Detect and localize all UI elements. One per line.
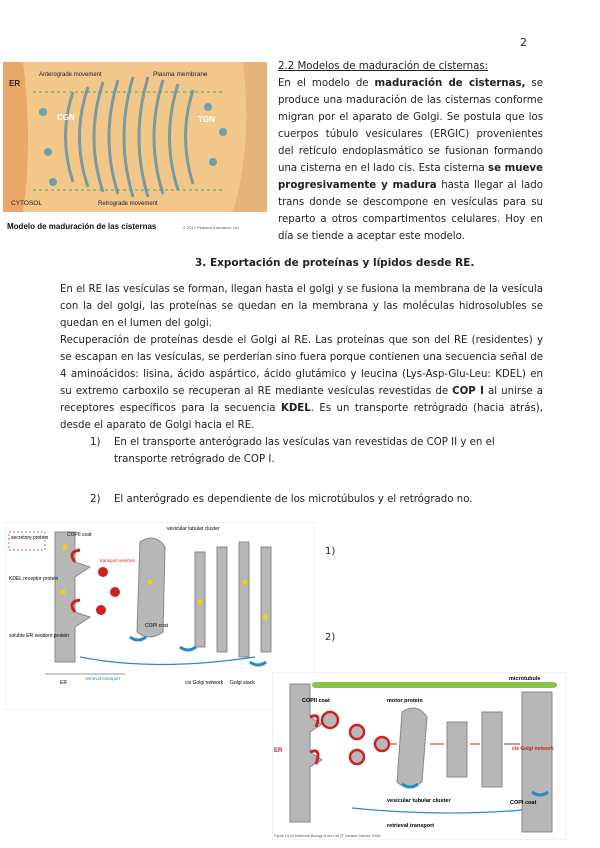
fig3-credit: Figure 13-16 Molecular Biology of the Cell (© Garland Science 2008) (274, 834, 381, 838)
section-3-paragraph-2 (60, 332, 543, 434)
fig2-retrieval-label: retrieval transport (85, 676, 121, 681)
fig2-soluble-label: soluble ER resident protein (9, 633, 70, 639)
s3-text-c: . Es un transporte retrógrado (hacia atrás), desde el aparato de Golgi hacia el RE. (60, 403, 543, 431)
section-3-title: 3. Exportación de proteínas y lípidos desde RE. (195, 257, 475, 269)
list-item-text: El anterógrado es dependiente de los microtúbulos y el retrógrado no. (114, 494, 473, 505)
section-2-2 (278, 58, 543, 245)
section-3-paragraph-1: En el RE las vesículas se forman, llegan hasta el golgi y se fusiona la membrana de la vesícula con la del golgi, las proteínas se quedan en la membrana y las moléculas hidrosolubles se quedan en el lumen del golgi. (60, 284, 543, 329)
figure-er-golgi-transport (5, 522, 315, 710)
s22-text-1: En el modelo de (278, 78, 375, 89)
fig3-cgn-label: cis Golgi network (512, 746, 554, 752)
fig1-cytosol-label: CYTOSOL (11, 200, 42, 207)
fig1-copyright: © 2017 Pearson Education, Ltd. (183, 225, 240, 230)
fig2-copii-label: COPII coat (67, 532, 92, 538)
fig2-transport-label: transport vesicles (100, 558, 136, 563)
list-item-number: 2) (90, 494, 101, 505)
fig3-motor-label: motor protein (387, 698, 423, 704)
figure-side-label-1: 1) (325, 546, 336, 557)
s22-text-3: hasta llegar al lado trans donde se descompone en vesículas para su reparto a otros compartimentos celulares. Hoy en día se tiende a aceptar este modelo. (278, 180, 544, 242)
fig1-cgn-label: CGN (57, 113, 75, 122)
fig3-copi-label: COPI coat (510, 800, 537, 806)
fig1-retrograde-label: Retrograde movement (98, 201, 158, 207)
fig3-microtubule-label: microtubule (509, 676, 541, 682)
figure-cisternal-maturation (3, 62, 267, 238)
s22-bold-2: se mueve progresivamente y madura (278, 163, 543, 191)
list-item-text: En el transporte anterógrado las vesículas van revestidas de COP II y en el transporte retrógrado de COP I. (114, 437, 495, 465)
s22-text-2: se produce una maduración de las cisternas conforme migran por el aparato de Golgi. Se postula que los cuerpos túbulo vesiculares (ERGIC) provenientes del retículo endoplasmático se fusionan formando una cisterna en el lado cis. Esta cisterna (278, 78, 543, 174)
section-2-2-heading: 2.2 Modelos de maduración de cisternas: (278, 61, 489, 72)
list-item (90, 434, 545, 468)
list-item-number: 1) (90, 437, 101, 448)
s3-text-b: al unirse a receptores específicos para la secuencia (60, 386, 543, 414)
s3-text-a: Recuperación de proteínas desde el Golgi al RE. Las proteínas que son del RE (residentes) y se escapan en las vesículas, se perderían sino fuera porque contienen una secuencia señal de 4 aminoácidos: lisina, ácido aspártico, ácido glutámico y leucina (Lys-Asp-Glu-Leu: KDEL) en su extremo carboxilo se recuperan al RE mediante vesículas revestidas de (60, 335, 543, 397)
er-golgi-transport-diagram (5, 522, 315, 710)
page-number: 2 (520, 36, 527, 49)
fig1-caption: Modelo de maduración de las cisternas (7, 222, 157, 231)
s3-bold-kdel: KDEL (280, 403, 311, 414)
fig2-stack-label: Golgi stack (230, 680, 255, 686)
s3-bold-copi: COP I (452, 386, 484, 397)
fig1-plasma-label: Plasma membrane (153, 71, 208, 78)
fig2-cgn-label: cis Golgi network (185, 680, 224, 686)
fig1-er-label: ER (9, 79, 21, 88)
list-item (90, 491, 545, 508)
figure-side-label-2: 2) (325, 632, 336, 643)
section-2-2-paragraph (278, 75, 543, 245)
fig2-er-label: ER (60, 680, 67, 686)
fig3-copii-label: COPII coat (302, 698, 330, 704)
fig2-secretory-label: secretory protein (11, 535, 49, 541)
fig1-tgn-label: TGN (198, 115, 215, 124)
fig3-er-label: ER (274, 748, 283, 754)
fig3-vtc-label: vesicular tubular cluster (387, 798, 451, 804)
microtubule-transport-diagram (272, 672, 566, 840)
fig3-retrieval-label: retrieval transport (387, 823, 435, 829)
figure-microtubule-transport (272, 672, 566, 840)
fig2-kdel-label: KDEL receptor protein (9, 576, 59, 582)
s22-bold-1: maduración de cisternas, (374, 78, 526, 89)
fig1-anterograde-label: Anterograde movement (39, 72, 102, 78)
fig2-copi-label: COPI coat (145, 623, 169, 629)
cisternal-maturation-diagram (3, 62, 267, 238)
fig2-vtc-label: vesicular tubular cluster (167, 526, 220, 532)
